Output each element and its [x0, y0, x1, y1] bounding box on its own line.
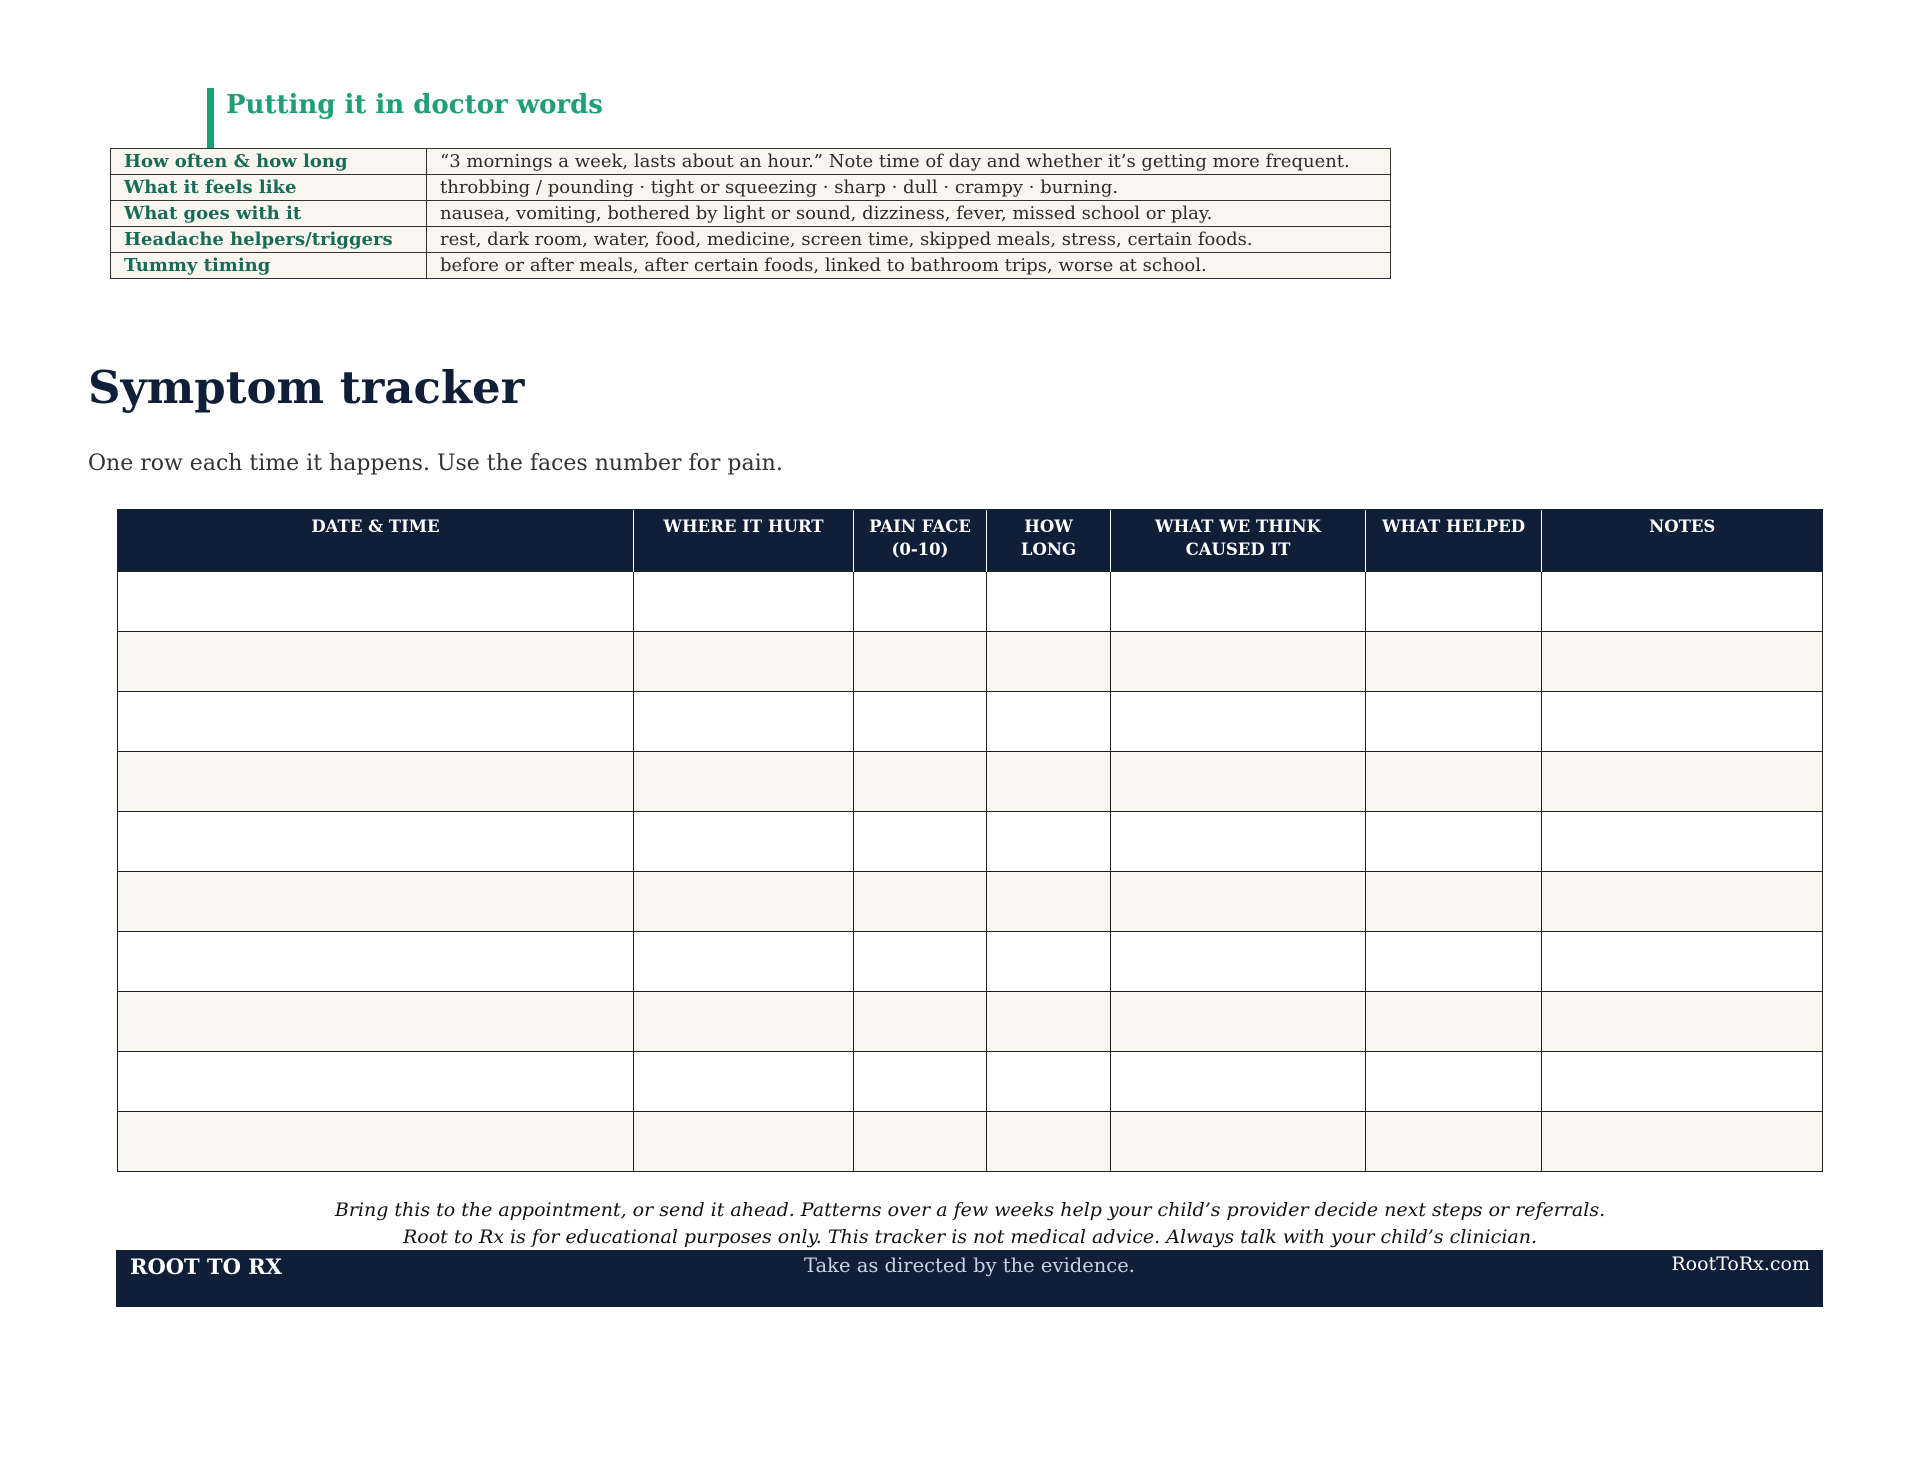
- tracker-cell[interactable]: [634, 812, 854, 872]
- doctor-words-description: throbbing / pounding · tight or squeezing · sharp · dull · crampy · burning.: [427, 175, 1391, 201]
- column-header-line: HOW: [1024, 517, 1073, 536]
- tracker-cell[interactable]: [1366, 752, 1542, 812]
- tracker-body: [118, 572, 1823, 1172]
- tracker-cell[interactable]: [1542, 632, 1823, 692]
- doctor-words-heading-text: Putting it in doctor words: [226, 90, 603, 120]
- doctor-words-row: [111, 149, 1391, 175]
- tracker-cell[interactable]: [854, 632, 987, 692]
- tracker-cell[interactable]: [987, 872, 1111, 932]
- tracker-cell[interactable]: [634, 992, 854, 1052]
- tracker-cell[interactable]: [1111, 872, 1366, 932]
- tracker-cell[interactable]: [1542, 932, 1823, 992]
- tracker-row: [118, 1112, 1823, 1172]
- tracker-cell[interactable]: [118, 992, 634, 1052]
- tracker-cell[interactable]: [854, 992, 987, 1052]
- tracker-cell[interactable]: [1366, 812, 1542, 872]
- tracker-cell[interactable]: [634, 692, 854, 752]
- tracker-cell[interactable]: [987, 632, 1111, 692]
- tracker-cell[interactable]: [987, 1112, 1111, 1172]
- doctor-words-description: before or after meals, after certain foods, linked to bathroom trips, worse at school.: [427, 253, 1391, 279]
- tracker-cell[interactable]: [1542, 752, 1823, 812]
- column-header-line: WHAT WE THINK: [1155, 517, 1321, 536]
- tracker-cell[interactable]: [1366, 932, 1542, 992]
- tracker-cell[interactable]: [854, 932, 987, 992]
- tracker-cell[interactable]: [1542, 812, 1823, 872]
- tracker-cell[interactable]: [1366, 572, 1542, 632]
- tracker-cell[interactable]: [634, 1052, 854, 1112]
- tracker-cell[interactable]: [854, 812, 987, 872]
- tracker-cell[interactable]: [1111, 572, 1366, 632]
- doctor-words-description: nausea, vomiting, bothered by light or sound, dizziness, fever, missed school or play.: [427, 201, 1391, 227]
- column-header-line: WHERE IT HURT: [663, 517, 824, 536]
- column-header-how-long: [987, 510, 1111, 572]
- tracker-cell[interactable]: [854, 1112, 987, 1172]
- tracker-cell[interactable]: [634, 632, 854, 692]
- tracker-cell[interactable]: [1542, 872, 1823, 932]
- tracker-cell[interactable]: [118, 1112, 634, 1172]
- tracker-row: [118, 1052, 1823, 1112]
- tracker-cell[interactable]: [854, 1052, 987, 1112]
- column-header-where-it-hurt: [634, 510, 854, 572]
- tracker-row: [118, 992, 1823, 1052]
- doctor-words-heading: [207, 88, 603, 148]
- tracker-cell[interactable]: [1111, 932, 1366, 992]
- brand-name: ROOT TO RX: [130, 1254, 282, 1279]
- tracker-cell[interactable]: [634, 752, 854, 812]
- doctor-words-table: [110, 148, 1391, 279]
- doctor-words-term: What goes with it: [111, 201, 427, 227]
- tracker-cell[interactable]: [1366, 1112, 1542, 1172]
- tracker-cell[interactable]: [118, 872, 634, 932]
- tracker-cell[interactable]: [987, 692, 1111, 752]
- tracker-row: [118, 872, 1823, 932]
- tracker-cell[interactable]: [854, 572, 987, 632]
- doctor-words-term: What it feels like: [111, 175, 427, 201]
- tracker-cell[interactable]: [634, 572, 854, 632]
- tracker-cell[interactable]: [634, 1112, 854, 1172]
- tracker-cell[interactable]: [118, 812, 634, 872]
- column-header-line: PAIN FACE: [869, 517, 971, 536]
- tracker-row: [118, 692, 1823, 752]
- tracker-cell[interactable]: [1542, 572, 1823, 632]
- tracker-cell[interactable]: [118, 572, 634, 632]
- tracker-row: [118, 812, 1823, 872]
- tracker-cell[interactable]: [118, 1052, 634, 1112]
- tracker-cell[interactable]: [118, 932, 634, 992]
- tracker-cell[interactable]: [854, 692, 987, 752]
- symptom-tracker-table: [117, 509, 1823, 1172]
- tracker-cell[interactable]: [987, 992, 1111, 1052]
- tracker-row: [118, 632, 1823, 692]
- tracker-cell[interactable]: [634, 932, 854, 992]
- tracker-cell[interactable]: [854, 752, 987, 812]
- tracker-cell[interactable]: [987, 1052, 1111, 1112]
- doctor-words-row: [111, 227, 1391, 253]
- tracker-cell[interactable]: [1542, 1112, 1823, 1172]
- tracker-cell[interactable]: [634, 872, 854, 932]
- column-header-pain-face: [854, 510, 987, 572]
- tracker-header-row: [118, 510, 1823, 572]
- doctor-words-term: Headache helpers/triggers: [111, 227, 427, 253]
- tracker-cell[interactable]: [1111, 812, 1366, 872]
- tracker-cell[interactable]: [987, 572, 1111, 632]
- doctor-words-row: [111, 201, 1391, 227]
- tracker-cell[interactable]: [118, 632, 634, 692]
- column-header-date-time: [118, 510, 634, 572]
- tracker-cell[interactable]: [1111, 752, 1366, 812]
- column-header-line: LONG: [1020, 540, 1077, 559]
- tracker-cell[interactable]: [1366, 1052, 1542, 1112]
- tracker-cell[interactable]: [1111, 1052, 1366, 1112]
- footer-note-disclaimer: Root to Rx is for educational purposes only. This tracker is not medical advice. Always talk with your child’s clinician.: [403, 1226, 1537, 1248]
- brand-footer-bar: [116, 1250, 1823, 1307]
- column-header-cause: [1111, 510, 1366, 572]
- tracker-cell[interactable]: [854, 872, 987, 932]
- tracker-cell[interactable]: [1111, 1112, 1366, 1172]
- tracker-cell[interactable]: [987, 752, 1111, 812]
- tracker-cell[interactable]: [1366, 872, 1542, 932]
- doctor-words-description: “3 mornings a week, lasts about an hour.” Note time of day and whether it’s getting more frequent.: [427, 149, 1391, 175]
- brand-tagline: Take as directed by the evidence.: [804, 1254, 1135, 1277]
- tracker-cell[interactable]: [1366, 992, 1542, 1052]
- page-title: Symptom tracker: [88, 361, 525, 414]
- column-header-line: CAUSED IT: [1185, 540, 1291, 559]
- tracker-row: [118, 932, 1823, 992]
- footer-note-appointment: Bring this to the appointment, or send it ahead. Patterns over a few weeks help your child’s provider decide next steps or referrals.: [334, 1199, 1606, 1221]
- doctor-words-term: Tummy timing: [111, 253, 427, 279]
- tracker-cell[interactable]: [1111, 992, 1366, 1052]
- tracker-cell[interactable]: [1366, 632, 1542, 692]
- column-header-line: WHAT HELPED: [1381, 517, 1526, 536]
- tracker-intro: One row each time it happens. Use the faces number for pain.: [88, 451, 783, 476]
- column-header-line: (0-10): [891, 540, 949, 559]
- tracker-cell[interactable]: [1542, 1052, 1823, 1112]
- tracker-cell[interactable]: [1111, 692, 1366, 752]
- doctor-words-term: How often & how long: [111, 149, 427, 175]
- tracker-cell[interactable]: [1366, 692, 1542, 752]
- column-header-line: NOTES: [1649, 517, 1716, 536]
- brand-url: RootToRx.com: [1671, 1253, 1810, 1275]
- tracker-cell[interactable]: [987, 812, 1111, 872]
- tracker-cell[interactable]: [118, 752, 634, 812]
- column-header-what-helped: [1366, 510, 1542, 572]
- tracker-cell[interactable]: [1542, 692, 1823, 752]
- tracker-row: [118, 752, 1823, 812]
- column-header-line: DATE & TIME: [311, 517, 440, 536]
- tracker-cell[interactable]: [1542, 992, 1823, 1052]
- doctor-words-row: [111, 175, 1391, 201]
- tracker-cell[interactable]: [118, 692, 634, 752]
- doctor-words-row: [111, 253, 1391, 279]
- column-header-notes: [1542, 510, 1823, 572]
- tracker-cell[interactable]: [987, 932, 1111, 992]
- tracker-row: [118, 572, 1823, 632]
- doctor-words-description: rest, dark room, water, food, medicine, screen time, skipped meals, stress, certain foods.: [427, 227, 1391, 253]
- tracker-cell[interactable]: [1111, 632, 1366, 692]
